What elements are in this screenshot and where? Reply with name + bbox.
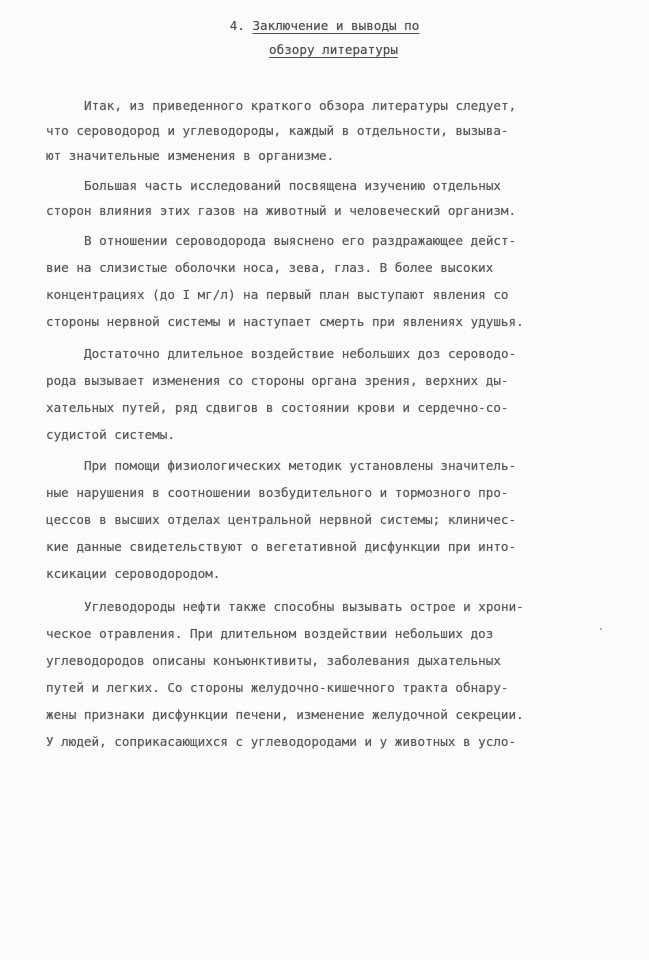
- paragraph-6-line-5: жены признаки дисфункции печени, изменение желудочной секреции.: [46, 707, 524, 722]
- paragraph-3-line-1: В отношении сероводорода выяснено его раздражающее дейст-: [84, 233, 517, 248]
- paragraph-1-line-3: ют значительные изменения в организме.: [46, 148, 335, 163]
- paragraph-4-line-4: судистой системы.: [46, 427, 175, 442]
- paragraph-6-line-2: ческое отравления. При длительном воздействии небольших доз: [46, 626, 494, 641]
- paragraph-6-line-4: путей и легких. Со стороны желудочно-кишечного тракта обнару-: [46, 680, 509, 695]
- heading-number: 4.: [229, 18, 245, 33]
- heading-title-line-1: Заключение и выводы по: [252, 18, 420, 33]
- paragraph-1-line-2: что сероводород и углеводороды, каждый в отдельности, вызыва-: [46, 123, 509, 138]
- paragraph-2-line-1: Большая часть исследований посвящена изучению отдельных: [84, 178, 502, 193]
- paragraph-5-line-1: При помощи физиологических методик установлены значитель-: [84, 458, 517, 473]
- paragraph-1-line-1: Итак, из приведенного краткого обзора литературы следует,: [84, 98, 517, 113]
- paragraph-3-line-4: стороны нервной системы и наступает смерть при явлениях удушья.: [46, 314, 524, 329]
- section-heading: [0, 14, 649, 62]
- paper-speck: [600, 628, 602, 630]
- paragraph-4-line-3: хательных путей, ряд сдвигов в состоянии крови и сердечно-со-: [46, 400, 509, 415]
- heading-line-1: [0, 14, 649, 38]
- paragraph-3-line-2: вие на слизистые оболочки носа, зева, глаз. В более высоких: [46, 260, 494, 275]
- paragraph-4-line-1: Достаточно длительное воздействие небольших доз сероводо-: [84, 346, 517, 361]
- heading-title-line-2: обзору литературы: [269, 42, 398, 57]
- heading-line-2: [18, 38, 649, 62]
- paragraph-6-line-3: углеводородов описаны конъюнктивиты, заболевания дыхательных: [46, 653, 501, 668]
- paragraph-5-line-4: кие данные свидетельствуют о вегетативной дисфункции при инто-: [46, 539, 517, 554]
- paragraph-4-line-2: рода вызывает изменения со стороны органа зрения, верхних ды-: [46, 373, 509, 388]
- paragraph-5-line-5: ксикации сероводородом.: [46, 566, 221, 581]
- paragraph-5-line-3: цессов в высших отделах центральной нервной системы; клиничес-: [46, 512, 517, 527]
- paragraph-6-line-6: У людей, соприкасающихся с углеводородами и у животных в усло-: [46, 734, 517, 749]
- paragraph-6-line-1: Углеводороды нефти также способны вызывать острое и хрони-: [84, 599, 524, 614]
- paragraph-2-line-2: сторон влияния этих газов на животный и человеческий организм.: [46, 203, 517, 218]
- paragraph-5-line-2: ные нарушения в соотношении возбудительного и тормозного про-: [46, 485, 509, 500]
- paragraph-3-line-3: концентрациях (до I мг/л) на первый план выступают явления со: [46, 287, 509, 302]
